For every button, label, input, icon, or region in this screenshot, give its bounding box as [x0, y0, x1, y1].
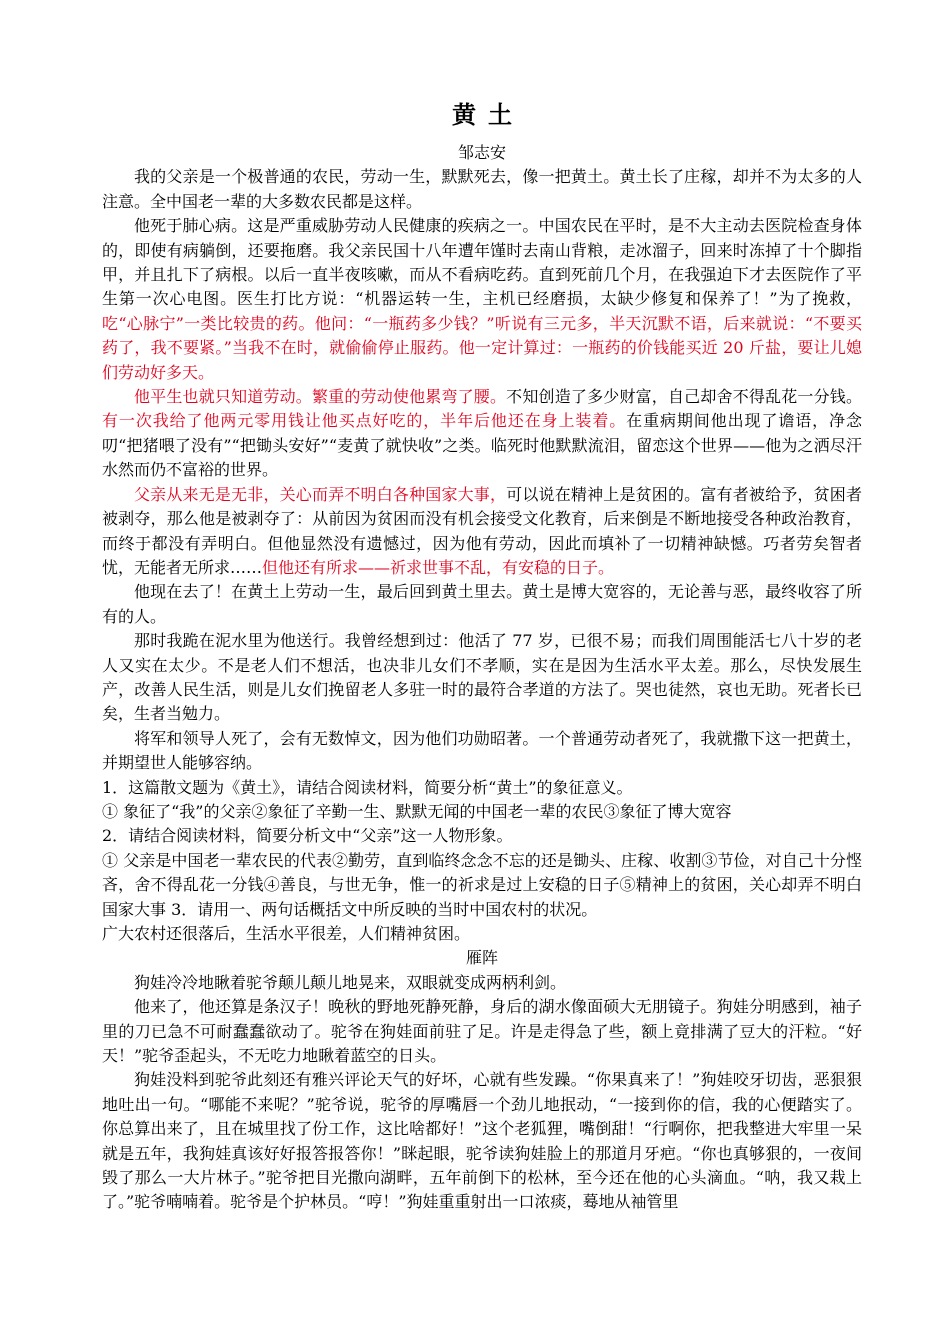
question-1: 1．这篇散文题为《黄土》，请结合阅读材料，简要分析“黄土”的象征意义。 [102, 777, 633, 797]
paragraph: 狗娃冷冷地瞅着驼爷颠儿颠儿地晃来，双眼就变成两柄利剑。 [134, 972, 567, 992]
question-2: 2．请结合阅读材料，简要分析文中“父亲”这一人物形象。 [102, 826, 513, 846]
paragraph: 将军和领导人死了，会有无数悼文，因为他们功勋昭著。一个普通劳动者死了，我就撒下这一把黄土，并期望世人能够容纳。 [102, 728, 862, 773]
paragraph [102, 214, 862, 385]
highlighted-text: 有一次我给了他两元零用钱让他买点好吃的，半年后他还在身上装着。 [102, 411, 627, 431]
answer-2: ① 父亲是中国老一辈农民的代表②勤劳，直到临终念念不忘的还是锄头、庄稼、收割③节俭，对自己十分悭吝，舍不得乱花一分钱④善良，与世无争，惟一的祈求是过上安稳的日子⑤精神上的贫困，关心却弄不明白国家大事 3．请用一、两句话概括文中所反映的当时中国农村的状况。 [102, 850, 862, 919]
answer-3: 广大农村还很落后，生活水平很差，人们精神贫困。 [102, 924, 471, 943]
paragraph [102, 483, 862, 581]
paragraph: 我的父亲是一个极普通的农民，劳动一生，默默死去，像一把黄土。黄土长了庄稼，却并不为太多的人注意。全中国老一辈的大多数农民都是这样。 [102, 167, 862, 211]
document-page [102, 100, 862, 1215]
paragraph [102, 385, 862, 483]
highlighted-text: 吃“心脉宁”一类比较贵的药。他问：“一瓶药多少钱？”听说有三元多，半天沉默不语，后来就说：“不要买药了，我不要紧。”当我不在时，就偷偷停止服药。他一定计算过：一瓶药的价钱能买近 20 斤盐，要让儿媳们劳动好多天。 [102, 313, 862, 382]
paragraph-text: 在重病期间他出现了谵语，净念叨“把猪喂了没有”“把锄头安好”“麦黄了就快收”之类。临死时他默默流泪，留恋这个世界——他为之洒尽汗水然而仍不富裕的世界。 [102, 411, 862, 480]
paragraph: 他来了，他还算是条汉子！晚秋的野地死静死静，身后的湖水像面硕大无朋镜子。狗娃分明感到，袖子里的刀已急不可耐蠢蠢欲动了。驼爷在狗娃面前驻了足。许是走得急了些，额上竟排满了豆大的汗粒。“好天！”驼爷歪起头，不无吃力地瞅着蓝空的日头。 [102, 997, 862, 1066]
article-author: 邹志安 [457, 143, 506, 162]
paragraph-text: 不知创造了多少财富，自己却舍不得乱花一分钱。 [506, 387, 862, 407]
answer-1: ① 象征了“我”的父亲②象征了辛勤一生、默默无闻的中国老一辈的农民③象征了博大宽容 [102, 801, 732, 821]
second-article-title: 雁阵 [465, 948, 498, 968]
highlighted-text: 父亲从来无是无非，关心而弄不明白各种国家大事， [134, 484, 507, 504]
paragraph: 他现在去了！在黄土上劳动一生，最后回到黄土里去。黄土是博大宽容的，无论善与恶，最终收容了所有的人。 [102, 582, 862, 626]
article-title: 黄土 [452, 100, 524, 129]
highlighted-text: 但他还有所求——祈求世事不乱，有安稳的日子。 [262, 557, 615, 577]
paragraph: 那时我跪在泥水里为他送行。我曾经想到过：他活了 77 岁，已很不易；而我们周围能活七八十岁的老人又实在太少。不是老人们不想活，也决非儿女们不孝顺，实在是因为生活水平太差。那么，尽快发展生产，改善人民生活，则是儿女们挽留老人多驻一时的最符合孝道的方法了。哭也徒然，哀也无助。死者长已矣，生者当勉力。 [102, 631, 862, 724]
highlighted-text: 他平生也就只知道劳动。繁重的劳动使他累弯了腰。 [134, 387, 507, 407]
paragraph-text: 他死于肺心病。这是严重威胁劳动人民健康的疾病之一。中国农民在平时，是不大主动去医院检查身体的，即使有病躺倒，还要拖磨。我父亲民国十八年遭年馑时去南山背粮，走冰溜子，回来时冻掉了十个脚指甲，并且扎下了病根。以后一直半夜咳嗽，而从不看病吃药。直到死前几个月，在我强迫下才去医院作了平生第一次心电图。医生打比方说：“机器运转一生，主机已经磨损，太缺少修复和保养了！”为了挽救， [102, 216, 862, 309]
paragraph: 狗娃没料到驼爷此刻还有雅兴评论天气的好坏，心就有些发躁。“你果真来了！”狗娃咬牙切齿，恶狠狠地吐出一句。“哪能不来呢？”驼爷说，驼爷的厚嘴唇一个劲儿地抿动，“一接到你的信，我的心便踏实了。你总算出来了，且在城里找了份工作，这比啥都好！”这个老狐狸，嘴倒甜！“行啊你，把我整进大牢里一呆就是五年，我狗娃真该好好报答报答你！”眯起眼，驼爷读狗娃脸上的那道月牙疤。“你也真够狠的，一夜间毁了那么一大片林子。”驼爷把目光撒向湖畔，五年前倒下的松林，至今还在他的心头滴血。“呐，我又栽上了。”驼爷喃喃着。驼爷是个护林员。“哼！”狗娃重重射出一口浓痰，蓦地从袖管里 [102, 1070, 862, 1212]
paragraph-text: 可以说在精神上是贫困的。富有者被给予，贫困者被剥夺，那么他是被剥夺了：从前因为贫困而没有机会接受文化教育，后来倒是不断地接受各种政治教育，而终于都没有弄明白。但他显然没有遗憾过，因为他有劳动，因此而填补了一切精神缺憾。巧者劳矣智者忧，无能者无所求…… [102, 484, 862, 577]
